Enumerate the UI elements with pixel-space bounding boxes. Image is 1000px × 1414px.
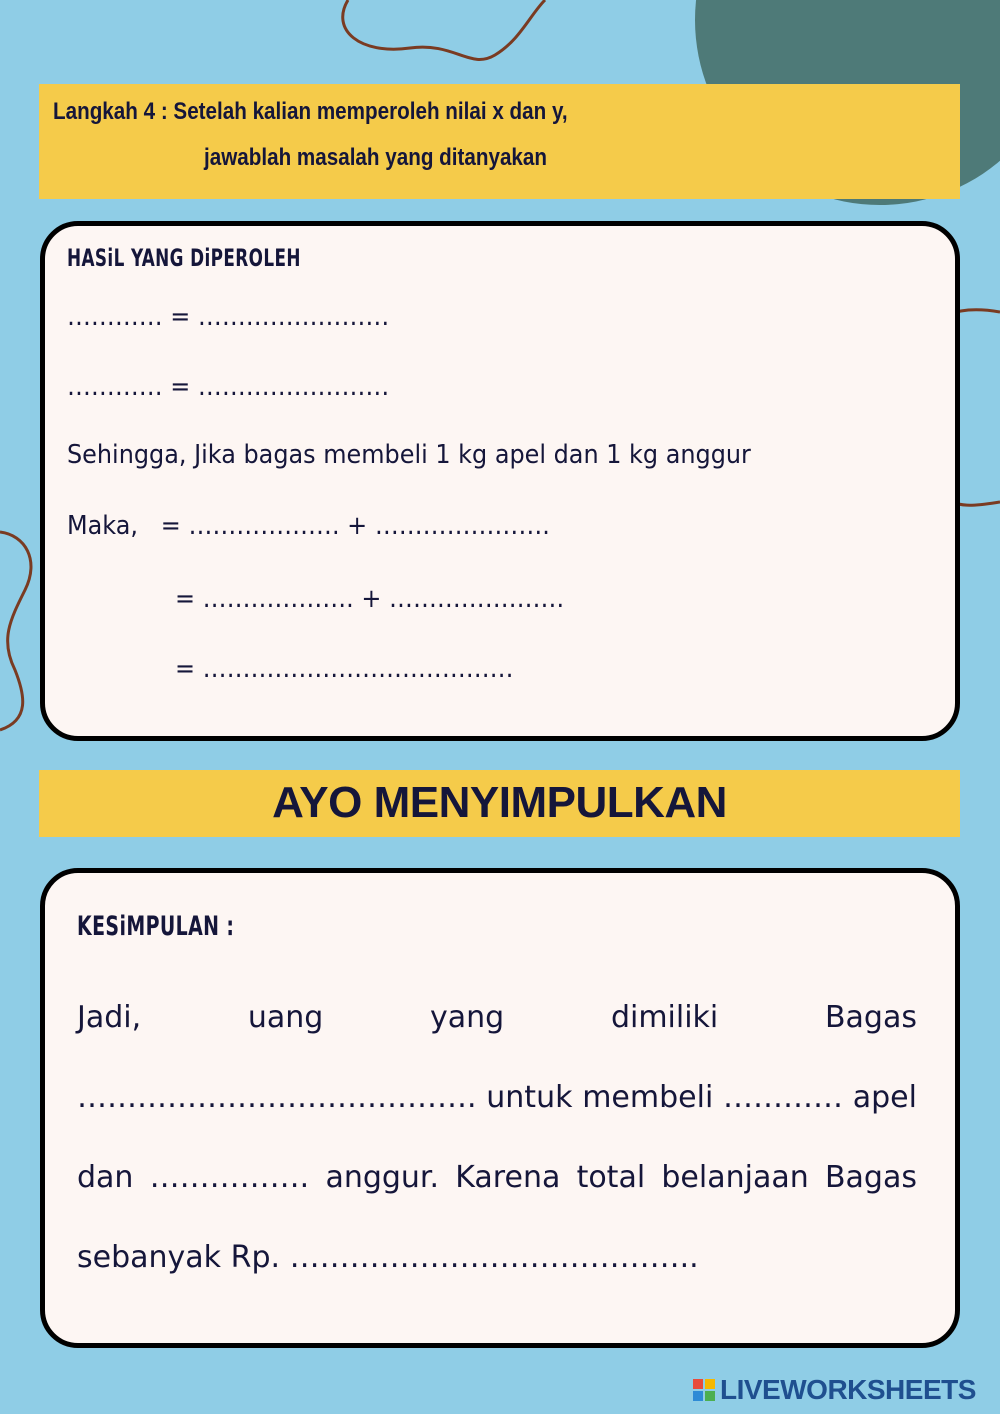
conclusion-word: Jadi, <box>77 1000 142 1035</box>
money-blank[interactable]: …………………………………. <box>77 1080 477 1115</box>
result-line-1[interactable]: ………… = …………………… <box>67 302 390 332</box>
conclusion-word: Rp. <box>230 1240 281 1275</box>
brand-name: LIVEWORKSHEETS <box>720 1374 976 1405</box>
conclusion-word: apel <box>852 1080 917 1115</box>
squiggle-left <box>0 532 31 730</box>
conclusion-word: uang <box>247 1000 324 1035</box>
result-sentence: Sehingga, Jika bagas membeli 1 kg apel dan 1 kg anggur <box>67 440 751 470</box>
apple-qty-blank[interactable]: ………… <box>723 1080 844 1115</box>
conclusion-word: yang <box>430 1000 505 1035</box>
results-card <box>40 221 960 741</box>
conclusion-word: anggur. <box>325 1160 440 1195</box>
conclusion-word: dimiliki <box>610 1000 719 1035</box>
conclusion-word: total <box>576 1160 646 1195</box>
conclusion-text <box>77 978 917 1298</box>
conclusion-card <box>40 868 960 1348</box>
liveworksheets-logo-icon <box>692 1378 716 1402</box>
conclusion-word: Karena <box>455 1160 561 1195</box>
conclusion-word: Bagas <box>824 1160 917 1195</box>
step-banner <box>39 84 960 199</box>
grape-qty-blank[interactable]: ……………. <box>149 1160 310 1195</box>
results-heading: HASiL YANG DiPEROLEH <box>67 244 301 272</box>
conclusion-word: membeli <box>582 1080 714 1115</box>
conclusion-banner <box>39 770 960 837</box>
liveworksheets-brand <box>692 1374 976 1406</box>
result-maka-line[interactable]: Maka, = ………………. + …………………. <box>67 511 550 541</box>
total-blank[interactable]: ………………………………….. <box>289 1240 699 1275</box>
result-line-2[interactable]: ………… = …………………… <box>67 372 390 402</box>
conclusion-word: Bagas <box>824 1000 917 1035</box>
conclusion-word: untuk <box>486 1080 573 1115</box>
result-sum-line[interactable]: = ………………. + …………………. <box>175 584 565 614</box>
conclusion-word: sebanyak <box>77 1240 222 1275</box>
conclusion-word: dan <box>77 1160 134 1195</box>
squiggle-top <box>343 0 545 59</box>
conclusion-heading: KESiMPULAN : <box>77 911 235 942</box>
result-total-line[interactable]: = ………………………………… <box>175 654 514 684</box>
step-title-line2: jawablah masalah yang ditanyakan <box>204 144 547 171</box>
conclusion-title: AYO MENYIMPULKAN <box>272 778 727 827</box>
conclusion-word: belanjaan <box>661 1160 809 1195</box>
step-title-line1: Langkah 4 : Setelah kalian memperoleh nilai x dan y, <box>53 98 568 125</box>
